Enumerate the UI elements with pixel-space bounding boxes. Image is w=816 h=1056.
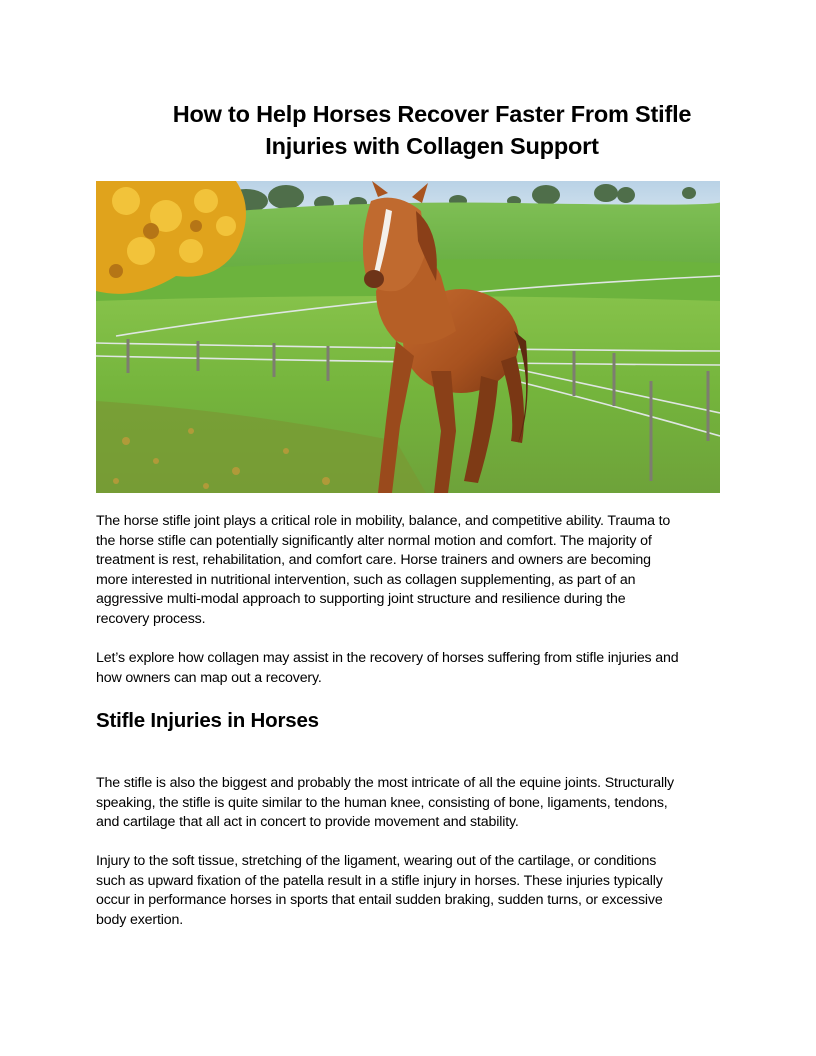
article-title: [96, 98, 768, 162]
article-title-line-2: Injuries with Collagen Support: [265, 133, 599, 159]
intro-line: treatment is rest, rehabilitation, and comfort care. Horse trainers and owners are becoming: [96, 552, 651, 568]
intro-paragraph: [96, 512, 726, 629]
section-line: occur in performance horses in sports that entail sudden braking, sudden turns, or excessive: [96, 892, 663, 908]
section-line: and cartilage that all act in concert to provide movement and stability.: [96, 814, 519, 830]
explore-line: how owners can map out a recovery.: [96, 669, 322, 686]
section-line: speaking, the stifle is quite similar to the human knee, consisting of bone, ligaments, tendons,: [96, 794, 668, 811]
intro-line: more interested in nutritional intervention, such as collagen supplementing, as part of an: [96, 571, 636, 588]
intro-line: aggressive multi-modal approach to supporting joint structure and resilience during the: [96, 591, 626, 607]
section-line: such as upward fixation of the patella result in a stifle injury in horses. These injuries typically: [96, 872, 663, 889]
horse-photo: [96, 181, 720, 493]
intro-line: The horse stifle joint plays a critical role in mobility, balance, and competitive ability. Trauma to: [96, 513, 671, 529]
intro-line: the horse stifle can potentially significantly alter normal motion and comfort. The majority of: [96, 532, 652, 549]
intro-line: recovery process.: [96, 610, 206, 627]
section-paragraph-1: [96, 774, 726, 833]
section-line: The stifle is also the biggest and probably the most intricate of all the equine joints. Structurally: [96, 775, 674, 791]
section-heading: Stifle Injuries in Horses: [96, 709, 319, 732]
section-line: Injury to the soft tissue, stretching of the ligament, wearing out of the cartilage, or conditions: [96, 853, 657, 869]
section-paragraph-2: [96, 852, 726, 930]
explore-paragraph: [96, 649, 726, 688]
explore-line: Let’s explore how collagen may assist in the recovery of horses suffering from stifle injuries and: [96, 650, 679, 666]
section-line: body exertion.: [96, 911, 184, 928]
article-title-line-1: How to Help Horses Recover Faster From Stifle: [172, 101, 692, 127]
